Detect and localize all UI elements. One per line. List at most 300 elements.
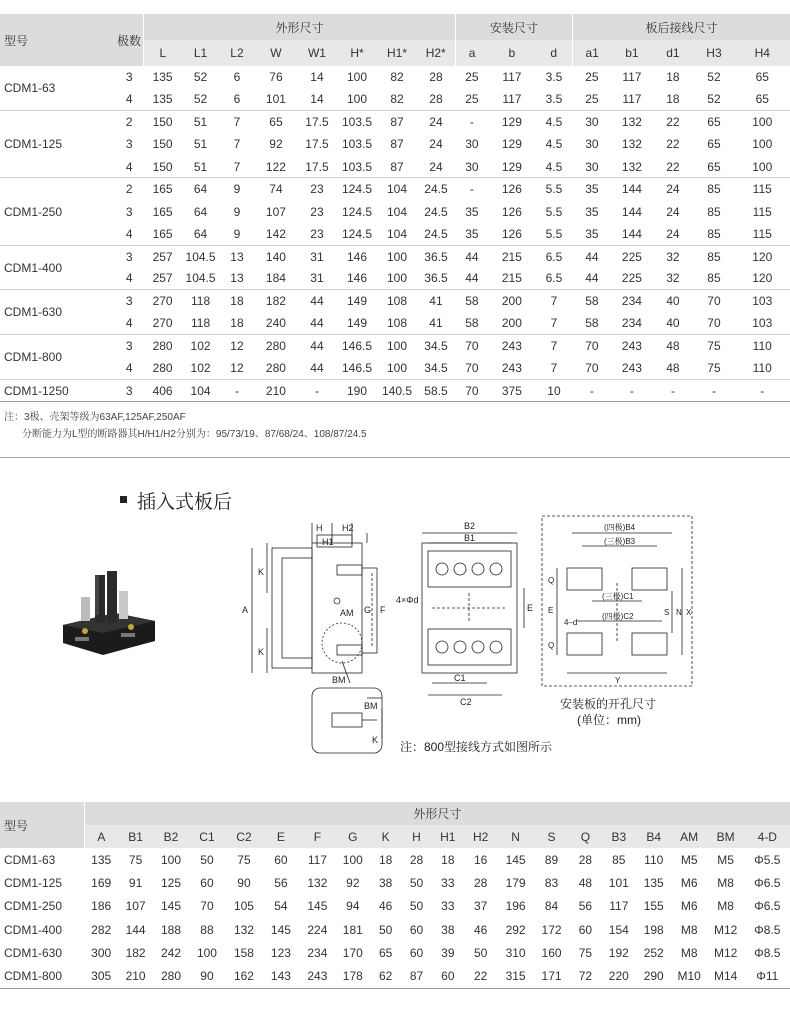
dimension-cell: 123 bbox=[270, 946, 291, 961]
header-col-11: a1 bbox=[572, 40, 611, 66]
dimension-cell: 243 bbox=[488, 335, 535, 357]
dimension-cell: 30 bbox=[585, 159, 599, 174]
dimension-cell: 7 bbox=[535, 335, 572, 357]
dimension-cell: 124.5 bbox=[341, 204, 372, 219]
poles-cell: 4 bbox=[125, 159, 133, 174]
dimension-cell: 12 bbox=[220, 335, 255, 357]
dimension-cell: 182 bbox=[125, 946, 146, 961]
dimension-cell: 140 bbox=[254, 245, 297, 267]
dimension-cell: 82 bbox=[390, 70, 404, 85]
dimension-cell: 270 bbox=[144, 290, 182, 312]
dimension-cell: 292 bbox=[505, 922, 526, 937]
dimension-cell: 310 bbox=[505, 946, 526, 961]
dimension-cell: 83 bbox=[544, 876, 559, 891]
header-model: 型号 bbox=[0, 14, 115, 66]
dimension-cell: 90 bbox=[189, 965, 225, 988]
dimension-cell: 92 bbox=[269, 137, 283, 152]
dimension-cell: 72 bbox=[569, 965, 602, 988]
dimension-cell: M8 bbox=[680, 946, 698, 961]
dimension-cell: 24.5 bbox=[424, 204, 448, 219]
dimension-cell: 117 bbox=[622, 92, 642, 107]
t2-header-col-6: F bbox=[299, 825, 336, 848]
dimension-cell: 7 bbox=[550, 361, 558, 376]
label-X: X bbox=[686, 608, 692, 617]
dimension-cell: 234 bbox=[611, 290, 652, 312]
dimension-cell: 32 bbox=[666, 271, 680, 286]
dimension-cell: 31 bbox=[297, 245, 336, 267]
dimension-cell: 146 bbox=[346, 271, 367, 286]
dimension-cell: 70 bbox=[693, 290, 734, 312]
dimension-cell: 150 bbox=[144, 111, 182, 133]
dimension-cell: 126 bbox=[488, 178, 535, 200]
dimension-cell: 52 bbox=[193, 70, 208, 85]
dimension-cell: 3.5 bbox=[545, 70, 563, 85]
model-cell: CDM1-400 bbox=[0, 245, 115, 290]
poles-cell: 4 bbox=[125, 316, 133, 331]
label-B1: B1 bbox=[464, 533, 476, 543]
dimension-cell: 165 bbox=[152, 226, 173, 241]
dimension-cell: 5.5 bbox=[535, 178, 572, 200]
dimension-cell: 146.5 bbox=[336, 335, 377, 357]
dimension-cell: 6 bbox=[233, 70, 241, 85]
poles-cell: 3 bbox=[125, 70, 133, 85]
dimension-cell: 108 bbox=[378, 290, 417, 312]
dimension-cell: M14 bbox=[707, 965, 745, 988]
t2-header-col-2: B2 bbox=[153, 825, 189, 848]
dimension-cell: 75 bbox=[693, 335, 734, 357]
table-row bbox=[0, 942, 790, 965]
t2-header-col-0: A bbox=[84, 825, 118, 848]
dimension-cell: 104 bbox=[378, 178, 417, 200]
dimension-cell: 85 bbox=[707, 204, 721, 219]
t2-header-col-8: K bbox=[370, 825, 402, 848]
dimension-cell: 190 bbox=[336, 379, 377, 401]
dimension-cell: 154 bbox=[608, 922, 629, 937]
header-poles: 极数 bbox=[115, 14, 144, 66]
dimension-cell: Φ6.5 bbox=[754, 899, 781, 914]
dimension-cell: 100 bbox=[161, 852, 182, 867]
dimension-cell: M6 bbox=[680, 899, 698, 914]
model-cell: CDM1-250 bbox=[4, 899, 63, 914]
header-col-15: H4 bbox=[734, 40, 790, 66]
breaker-plugin-base-image bbox=[55, 555, 160, 660]
t2-header-outline-dimensions: 外形尺寸 bbox=[84, 802, 790, 825]
dimension-cell: 406 bbox=[144, 379, 182, 401]
dimension-cell: 52 bbox=[707, 70, 721, 85]
t2-header-col-16: B4 bbox=[636, 825, 672, 848]
label-C1-cutout: (三极)C1 bbox=[602, 592, 634, 601]
dimension-cell: 117 bbox=[622, 70, 642, 85]
dimension-cell: 257 bbox=[152, 271, 173, 286]
dimension-cell: 101 bbox=[608, 876, 629, 891]
header-col-0: L bbox=[144, 40, 182, 66]
dimension-cell: 94 bbox=[346, 899, 360, 914]
dimension-cell: 70 bbox=[200, 899, 214, 914]
table-row bbox=[0, 133, 790, 155]
dimension-cell: - bbox=[734, 379, 790, 401]
label-H1: H1 bbox=[322, 537, 334, 547]
dimension-cell: 44 bbox=[585, 271, 599, 286]
dimension-cell: 25 bbox=[585, 92, 599, 107]
dimension-cell: 132 bbox=[233, 922, 254, 937]
dimension-cell: 240 bbox=[265, 316, 286, 331]
table-row bbox=[0, 178, 790, 200]
dimension-cell: 5.5 bbox=[545, 204, 563, 219]
dimension-cell: 100 bbox=[196, 946, 217, 961]
t2-header-col-9: H bbox=[402, 825, 432, 848]
table-row bbox=[0, 111, 790, 133]
table-row bbox=[0, 312, 790, 334]
dimension-cell: 182 bbox=[254, 290, 297, 312]
dimension-cell: 252 bbox=[643, 946, 664, 961]
dimension-cell: 3.5 bbox=[545, 92, 563, 107]
dimension-cell: 85 bbox=[693, 178, 734, 200]
dimension-cell: 50 bbox=[200, 852, 214, 867]
dimension-cell: 65 bbox=[755, 92, 769, 107]
dimension-cell: 242 bbox=[161, 946, 182, 961]
model-cell: CDM1-250 bbox=[0, 178, 115, 245]
dimension-cell: Φ6.5 bbox=[754, 876, 781, 891]
dimension-cell: 315 bbox=[497, 965, 534, 988]
dimension-cell: 7 bbox=[220, 111, 255, 133]
header-col-13: d1 bbox=[652, 40, 693, 66]
dimension-cell: 51 bbox=[193, 137, 208, 152]
dimension-cell: 7 bbox=[233, 159, 241, 174]
table-row bbox=[0, 66, 790, 88]
dimension-cell: 282 bbox=[91, 922, 112, 937]
dimension-cell: 23 bbox=[297, 178, 336, 200]
header-col-7: H2* bbox=[416, 40, 455, 66]
dimension-cell: 33 bbox=[441, 876, 455, 891]
dimension-cell: 184 bbox=[265, 271, 286, 286]
dimension-cell: 48 bbox=[666, 361, 680, 376]
dimension-cell: 129 bbox=[501, 159, 522, 174]
dimension-cell: 50 bbox=[474, 946, 488, 961]
dimension-cell: 120 bbox=[734, 245, 790, 267]
label-A: A bbox=[242, 605, 249, 615]
dimension-cell: 7 bbox=[550, 316, 558, 331]
label-F: F bbox=[380, 605, 386, 615]
label-AM: AM bbox=[340, 608, 354, 618]
t2-header-col-7: G bbox=[336, 825, 370, 848]
label-K-bottom: K bbox=[258, 647, 265, 657]
header-col-6: H1* bbox=[378, 40, 417, 66]
dimension-cell: M8 bbox=[717, 899, 734, 914]
dimension-cell: 64 bbox=[193, 204, 208, 219]
dimension-cell: 220 bbox=[602, 965, 636, 988]
label-Q-bottom: Q bbox=[548, 641, 555, 650]
dimension-cell: 145 bbox=[270, 922, 291, 937]
dimension-cell: 225 bbox=[611, 245, 652, 267]
label-4-d: 4–d bbox=[564, 618, 578, 627]
poles-cell: 3 bbox=[125, 137, 133, 152]
dimension-cell: 52 bbox=[707, 92, 721, 107]
dimension-cell: 28 bbox=[429, 70, 443, 85]
dimension-cell: 85 bbox=[707, 226, 721, 241]
dimension-cell: 88 bbox=[200, 922, 214, 937]
dimension-cell: 44 bbox=[310, 316, 324, 331]
dimension-cell: 24.5 bbox=[424, 226, 448, 241]
dimension-cell: 75 bbox=[578, 946, 593, 961]
dimension-cell: 30 bbox=[572, 111, 611, 133]
dimension-cell: 196 bbox=[505, 899, 526, 914]
dimension-cell: 102 bbox=[190, 361, 211, 376]
t2-header-col-1: B1 bbox=[118, 825, 153, 848]
dimension-cell: 110 bbox=[644, 852, 664, 867]
dimension-cell: 50 bbox=[379, 922, 393, 937]
dimension-cell: - bbox=[652, 379, 693, 401]
t2-header-col-17: AM bbox=[672, 825, 707, 848]
poles-cell: 2 bbox=[115, 178, 144, 200]
dimension-cell: 34.5 bbox=[424, 361, 448, 376]
dimension-cell: 44 bbox=[572, 245, 611, 267]
dimension-cell: 115 bbox=[752, 226, 772, 241]
dimension-cell: 24 bbox=[652, 178, 693, 200]
dimension-cell: 300 bbox=[91, 946, 112, 961]
dimension-cell: 60 bbox=[409, 922, 424, 937]
label-G: G bbox=[364, 605, 372, 615]
t2-header-col-4: C2 bbox=[225, 825, 263, 848]
dimension-cell: - bbox=[297, 379, 336, 401]
dimension-cell: 65 bbox=[693, 111, 734, 133]
dimension-cell: 144 bbox=[611, 178, 652, 200]
dimension-cell: 117 bbox=[502, 70, 522, 85]
dimension-cell: 74 bbox=[254, 178, 297, 200]
dimension-cell: 100 bbox=[386, 361, 407, 376]
dimension-cell: 60 bbox=[200, 876, 214, 891]
table-row bbox=[0, 335, 790, 357]
dimension-cell: 31 bbox=[310, 271, 324, 286]
dimension-cell: 56 bbox=[578, 899, 593, 914]
model-cell: CDM1-630 bbox=[0, 290, 115, 335]
dimension-cell: 48 bbox=[578, 876, 593, 891]
dimension-cell: 104 bbox=[386, 204, 407, 219]
dimension-cell: 60 bbox=[431, 965, 464, 988]
dimension-cell: 155 bbox=[643, 899, 664, 914]
side-view bbox=[252, 523, 382, 753]
dimension-cell: 100 bbox=[346, 92, 367, 107]
table-row bbox=[0, 848, 790, 871]
dimension-cell: 35 bbox=[465, 226, 479, 241]
dimension-cell: 17.5 bbox=[297, 111, 336, 133]
table-row bbox=[0, 290, 790, 312]
dimension-cell: 126 bbox=[501, 226, 522, 241]
dimension-cell: 210 bbox=[254, 379, 297, 401]
dimension-cell: 89 bbox=[544, 852, 559, 867]
dimension-cell: 115 bbox=[752, 204, 772, 219]
table-row bbox=[0, 268, 790, 290]
installation-dimension-drawing bbox=[232, 513, 694, 763]
table-row bbox=[0, 200, 790, 222]
dimension-cell: 65 bbox=[254, 111, 297, 133]
dimension-cell: 103.5 bbox=[341, 159, 372, 174]
dimension-cell: 87 bbox=[378, 111, 417, 133]
header-col-12: b1 bbox=[611, 40, 652, 66]
dimension-cell: 103 bbox=[734, 290, 790, 312]
table-row bbox=[0, 223, 790, 245]
table-row bbox=[0, 895, 790, 918]
dimension-cell: 103.5 bbox=[336, 111, 377, 133]
label-BM-detail: BM bbox=[364, 701, 378, 711]
dimension-cell: 110 bbox=[734, 335, 790, 357]
dimension-cell: 100 bbox=[734, 111, 790, 133]
dimension-cell: 100 bbox=[346, 70, 367, 85]
dimension-cell: 85 bbox=[693, 245, 734, 267]
dimension-cell: 92 bbox=[346, 876, 360, 891]
dimension-cell: 5.5 bbox=[545, 226, 563, 241]
dimension-cell: - bbox=[611, 379, 652, 401]
dimension-cell: 280 bbox=[153, 965, 189, 988]
dimension-cell: 22 bbox=[652, 111, 693, 133]
dimension-cell: 58.5 bbox=[416, 379, 455, 401]
dimension-cell: Φ5.5 bbox=[754, 852, 781, 867]
dimension-cell: 192 bbox=[608, 946, 629, 961]
t2-header-col-11: H2 bbox=[464, 825, 497, 848]
dimension-cell: - bbox=[693, 379, 734, 401]
dimension-cell: 41 bbox=[429, 316, 443, 331]
header-col-14: H3 bbox=[693, 40, 734, 66]
dimension-cell: 30 bbox=[465, 137, 479, 152]
dimension-cell: 62 bbox=[370, 965, 402, 988]
label-Y: Y bbox=[615, 676, 621, 685]
dimension-cell: 24 bbox=[429, 159, 443, 174]
dimension-cell: M10 bbox=[672, 965, 707, 988]
model-cell: CDM1-400 bbox=[4, 922, 63, 937]
dimension-cell: 58 bbox=[572, 290, 611, 312]
t2-header-col-19: 4-D bbox=[745, 825, 790, 848]
dimension-cell: 135 bbox=[152, 92, 173, 107]
label-B2: B2 bbox=[464, 521, 476, 531]
dimension-cell: 70 bbox=[455, 379, 488, 401]
dimension-cell: 210 bbox=[118, 965, 153, 988]
dimension-cell: 58 bbox=[455, 290, 488, 312]
poles-cell: 2 bbox=[115, 111, 144, 133]
dimension-cell: - bbox=[455, 111, 488, 133]
dimension-cell: 60 bbox=[274, 852, 288, 867]
dimension-cell: 4.5 bbox=[545, 159, 563, 174]
dimension-cell: 132 bbox=[611, 111, 652, 133]
label-K-detail: K bbox=[372, 735, 379, 745]
dimension-cell: 44 bbox=[465, 271, 479, 286]
dimension-cell: 132 bbox=[621, 137, 642, 152]
cutout-unit: (单位：mm) bbox=[577, 713, 641, 727]
label-E-cutout: E bbox=[548, 606, 554, 615]
dimension-cell: 280 bbox=[152, 361, 173, 376]
model-cell: CDM1-63 bbox=[4, 81, 56, 96]
table-row bbox=[0, 156, 790, 178]
label-B4: (四极)B4 bbox=[604, 523, 636, 532]
dimension-cell: 171 bbox=[534, 965, 569, 988]
dimension-cell: 58 bbox=[465, 316, 479, 331]
dimension-cell: 165 bbox=[144, 178, 182, 200]
dimension-cell: 64 bbox=[182, 178, 220, 200]
dimension-cell: 25 bbox=[465, 70, 479, 85]
label-H2: H2 bbox=[342, 523, 354, 533]
dimension-cell: 234 bbox=[307, 946, 328, 961]
dimension-cell: 270 bbox=[152, 316, 173, 331]
table-row bbox=[0, 88, 790, 110]
poles-cell: 3 bbox=[115, 290, 144, 312]
dimension-cell: 280 bbox=[254, 335, 297, 357]
dimension-cell: 25 bbox=[585, 70, 599, 85]
poles-cell: 3 bbox=[115, 379, 144, 401]
dimension-cell: 7 bbox=[535, 290, 572, 312]
dimension-cell: 132 bbox=[307, 876, 328, 891]
dimension-cell: 65 bbox=[707, 159, 721, 174]
dimension-cell: 28 bbox=[429, 92, 443, 107]
dimension-cell: Φ8.5 bbox=[754, 946, 781, 961]
dimension-cell: 178 bbox=[336, 965, 370, 988]
dimension-cell: 200 bbox=[488, 290, 535, 312]
dimension-cell: 102 bbox=[182, 335, 220, 357]
poles-cell: 3 bbox=[115, 335, 144, 357]
dimension-cell: 181 bbox=[342, 922, 363, 937]
dimension-cell: 25 bbox=[465, 92, 479, 107]
table-row bbox=[0, 245, 790, 267]
dimension-cell: 126 bbox=[501, 204, 522, 219]
dimension-cell: 18 bbox=[666, 70, 680, 85]
note-line-1: 注：3极、壳架等级为63AF,125AF,250AF bbox=[4, 412, 186, 423]
dimension-cell: 13 bbox=[220, 245, 255, 267]
dimension-cell: 35 bbox=[585, 204, 599, 219]
dimension-cell: 51 bbox=[193, 159, 208, 174]
dimension-cell: 14 bbox=[310, 92, 324, 107]
dimension-cell: 150 bbox=[152, 159, 173, 174]
t2-header-col-15: B3 bbox=[602, 825, 636, 848]
dimension-cell: 9 bbox=[233, 226, 241, 241]
dimension-cell: 115 bbox=[734, 178, 790, 200]
header-install-dimensions: 安装尺寸 bbox=[455, 14, 572, 40]
header-col-10: d bbox=[535, 40, 572, 66]
label-C2-cutout: (四极)C2 bbox=[602, 612, 634, 621]
dimension-cell: 13 bbox=[230, 271, 244, 286]
dimension-cell: 104 bbox=[386, 226, 407, 241]
dimension-cell: 24.5 bbox=[416, 178, 455, 200]
model-cell: CDM1-125 bbox=[4, 876, 63, 891]
dimension-cell: 75 bbox=[237, 852, 251, 867]
dimension-cell: 70 bbox=[707, 316, 721, 331]
dimension-cell: 51 bbox=[182, 111, 220, 133]
dimension-cell: 104.5 bbox=[185, 271, 216, 286]
table-row bbox=[0, 357, 790, 379]
dimension-cell: 30 bbox=[465, 159, 479, 174]
model-cell: CDM1-1250 bbox=[0, 379, 115, 401]
poles-cell: 3 bbox=[125, 204, 133, 219]
dimension-cell: 40 bbox=[666, 316, 680, 331]
dimension-cell: 35 bbox=[465, 204, 479, 219]
dimension-cell: 125 bbox=[161, 876, 182, 891]
dimension-cell: 198 bbox=[643, 922, 664, 937]
header-outline-dimensions: 外形尺寸 bbox=[144, 14, 456, 40]
dimension-cell: 100 bbox=[752, 137, 773, 152]
dimension-cell: 70 bbox=[572, 335, 611, 357]
dimension-cell: 46 bbox=[379, 899, 393, 914]
dimension-cell: 70 bbox=[465, 361, 479, 376]
dimension-cell: 105 bbox=[233, 899, 254, 914]
header-col-3: W bbox=[254, 40, 297, 66]
dimension-cell: 18 bbox=[441, 852, 455, 867]
dimension-cell: 110 bbox=[752, 361, 772, 376]
section-divider bbox=[0, 457, 790, 458]
dimension-cell: 160 bbox=[541, 946, 562, 961]
label-C1: C1 bbox=[454, 673, 466, 683]
dimension-cell: 146.5 bbox=[341, 361, 372, 376]
t2-header-col-3: C1 bbox=[189, 825, 225, 848]
dimension-cell: 85 bbox=[707, 271, 721, 286]
dimension-cell: 243 bbox=[299, 965, 336, 988]
dimension-cell: 36.5 bbox=[416, 245, 455, 267]
dimension-cell: - bbox=[572, 379, 611, 401]
